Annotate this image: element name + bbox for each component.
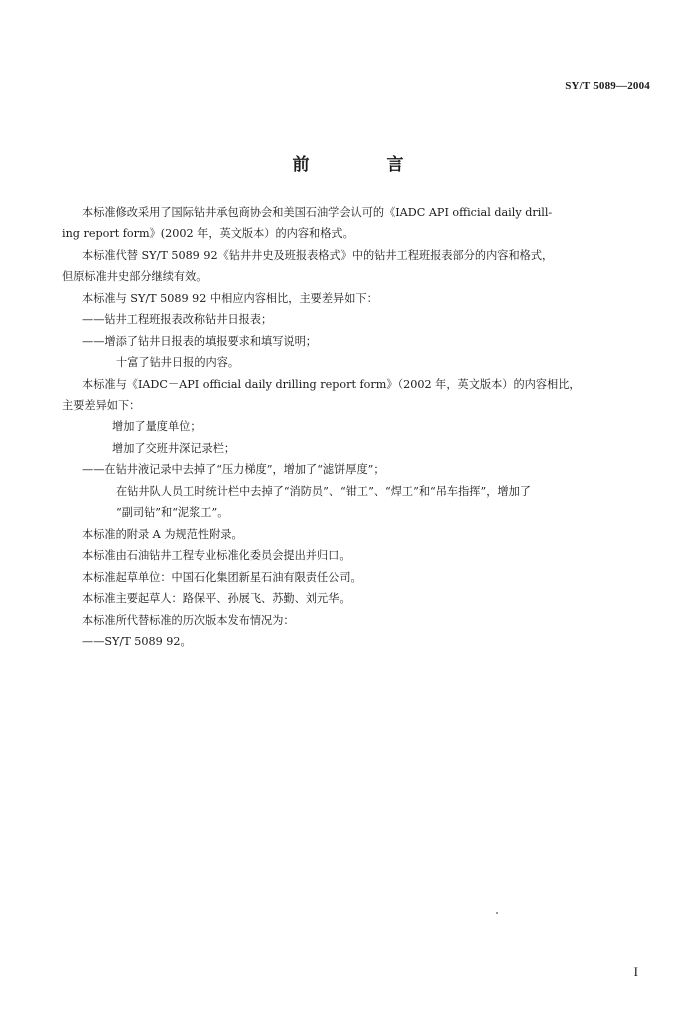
paragraph-line: 本标准由石油钻井工程专业标准化委员会提出并归口。 xyxy=(82,549,351,562)
scan-speck xyxy=(496,912,498,914)
paragraph-line: 但原标准井史部分继续有效。 xyxy=(62,270,208,283)
paragraph-line: 本标准与《IADC－API official daily drilling report form》（2002 年，英文版本）的内容相比， xyxy=(82,378,581,391)
list-item: 增加了量度单位； xyxy=(112,420,202,433)
paragraph-line: 本标准起草单位：中国石化集团新星石油有限责任公司。 xyxy=(82,571,362,584)
paragraph-line: 本标准代替 SY/T 5089 92《钻井井史及班报表格式》中的钻井工程班报表部分的内容和格式， xyxy=(82,249,554,262)
paragraph-line: 本标准修改采用了国际钻井承包商协会和美国石油学会认可的《IADC API official daily drill- xyxy=(82,206,553,219)
list-item: “副司钻”和“泥浆工”。 xyxy=(116,506,229,519)
list-item: 增加了交班井深记录栏； xyxy=(112,442,236,455)
paragraph-line: 主要差异如下： xyxy=(62,399,141,412)
page-title: 前 言 xyxy=(292,155,434,175)
list-item: 在钻井队人员工时统计栏中去掉了“消防员”、“钳工”、“焊工”和“吊车指挥”，增加了 xyxy=(116,485,531,498)
list-item: 十富了钻井日报的内容。 xyxy=(116,356,240,369)
list-item: ——在钻井液记录中去掉了“压力梯度”，增加了“滤饼厚度”； xyxy=(82,463,385,476)
paragraph-line: 本标准所代替标准的历次版本发布情况为： xyxy=(82,614,295,627)
list-item: ——增添了钻井日报表的填报要求和填写说明； xyxy=(82,335,317,348)
paragraph-line: ing report form》(2002 年，英文版本）的内容和格式。 xyxy=(62,227,354,240)
page-number: I xyxy=(633,964,638,979)
header-code: SY/T 5089—2004 xyxy=(565,80,650,92)
paragraph-line: 本标准的附录 A 为规范性附录。 xyxy=(82,528,243,541)
paragraph-line: 本标准主要起草人：路保平、孙展飞、苏勤、刘元华。 xyxy=(82,592,351,605)
list-item: ——SY/T 5089 92。 xyxy=(82,635,192,648)
paragraph-line: 本标准与 SY/T 5089 92 中相应内容相比，主要差异如下： xyxy=(82,292,378,305)
list-item: ——钻井工程班报表改称钻井日报表； xyxy=(82,313,273,326)
